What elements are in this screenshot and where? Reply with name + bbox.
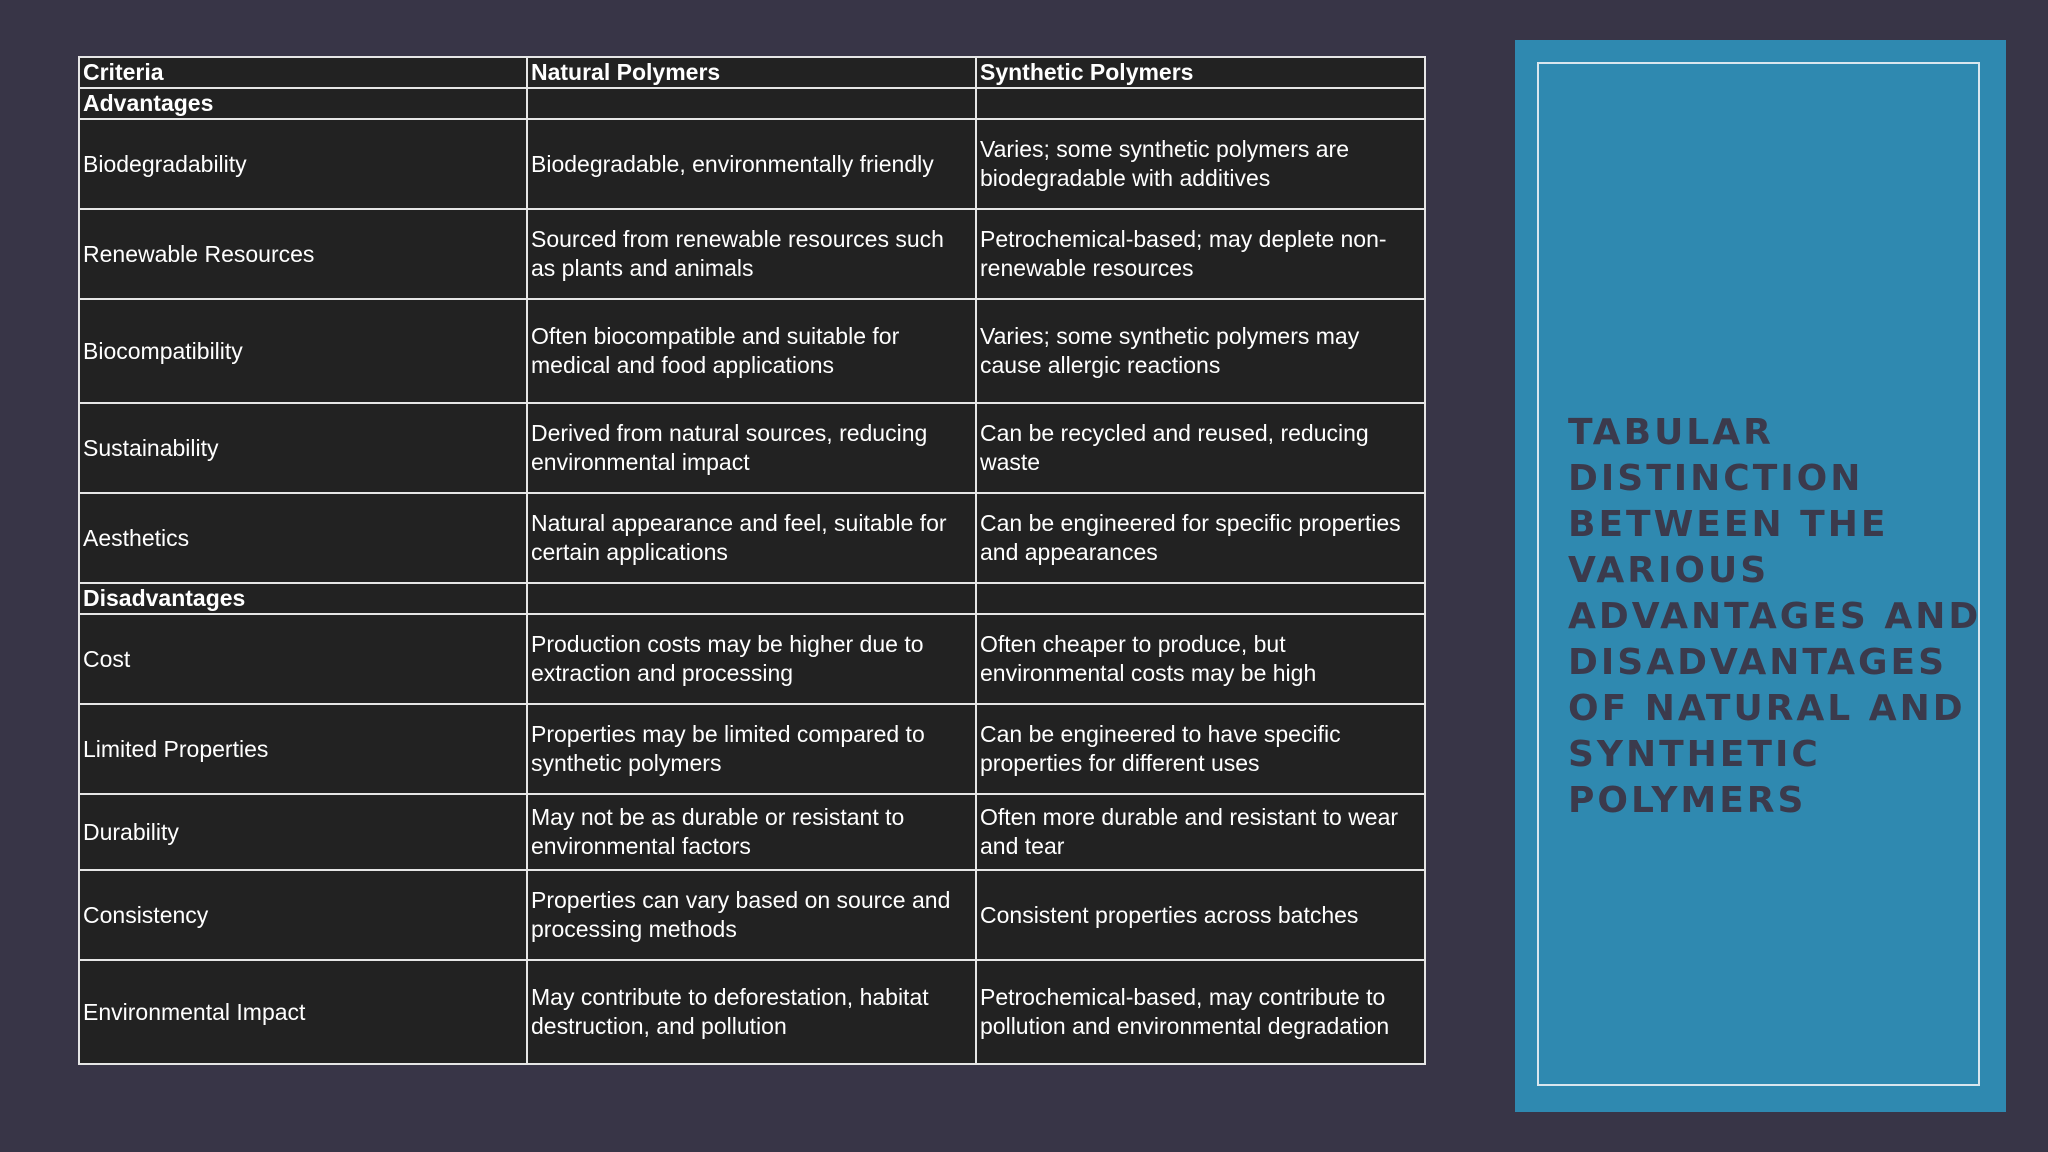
table-header-row (79, 57, 1425, 88)
criteria-cell: Biodegradability (79, 119, 527, 209)
table-row (79, 493, 1425, 583)
table-row (79, 119, 1425, 209)
title-panel (1515, 40, 2006, 1112)
criteria-cell: Aesthetics (79, 493, 527, 583)
criteria-cell: Cost (79, 614, 527, 704)
empty-cell (976, 88, 1425, 119)
criteria-cell: Biocompatibility (79, 299, 527, 403)
natural-cell: Natural appearance and feel, suitable for certain applications (527, 493, 976, 583)
synthetic-cell: Petrochemical-based; may deplete non-renewable resources (976, 209, 1425, 299)
natural-cell: Properties may be limited compared to synthetic polymers (527, 704, 976, 794)
synthetic-cell: Can be recycled and reused, reducing waste (976, 403, 1425, 493)
criteria-cell: Sustainability (79, 403, 527, 493)
section-row-advantages (79, 88, 1425, 119)
header-natural-polymers: Natural Polymers (527, 57, 976, 88)
natural-cell: May not be as durable or resistant to environmental factors (527, 794, 976, 870)
natural-cell: May contribute to deforestation, habitat destruction, and pollution (527, 960, 976, 1064)
natural-cell: Production costs may be higher due to extraction and processing (527, 614, 976, 704)
synthetic-cell: Varies; some synthetic polymers are biodegradable with additives (976, 119, 1425, 209)
section-label-disadvantages: Disadvantages (79, 583, 527, 614)
synthetic-cell: Petrochemical-based, may contribute to pollution and environmental degradation (976, 960, 1425, 1064)
natural-cell: Often biocompatible and suitable for medical and food applications (527, 299, 976, 403)
synthetic-cell: Can be engineered to have specific properties for different uses (976, 704, 1425, 794)
table-row (79, 960, 1425, 1064)
criteria-cell: Durability (79, 794, 527, 870)
natural-cell: Properties can vary based on source and processing methods (527, 870, 976, 960)
synthetic-cell: Often more durable and resistant to wear and tear (976, 794, 1425, 870)
synthetic-cell: Often cheaper to produce, but environmental costs may be high (976, 614, 1425, 704)
header-synthetic-polymers: Synthetic Polymers (976, 57, 1425, 88)
criteria-cell: Environmental Impact (79, 960, 527, 1064)
natural-cell: Derived from natural sources, reducing environmental impact (527, 403, 976, 493)
table-row (79, 614, 1425, 704)
table-row (79, 403, 1425, 493)
synthetic-cell: Varies; some synthetic polymers may cause allergic reactions (976, 299, 1425, 403)
synthetic-cell: Consistent properties across batches (976, 870, 1425, 960)
table-row (79, 870, 1425, 960)
empty-cell (527, 88, 976, 119)
empty-cell (527, 583, 976, 614)
table-row (79, 299, 1425, 403)
table-row (79, 704, 1425, 794)
criteria-cell: Renewable Resources (79, 209, 527, 299)
criteria-cell: Limited Properties (79, 704, 527, 794)
section-label-advantages: Advantages (79, 88, 527, 119)
natural-cell: Sourced from renewable resources such as plants and animals (527, 209, 976, 299)
table-row (79, 209, 1425, 299)
empty-cell (976, 583, 1425, 614)
comparison-table (78, 56, 1426, 1065)
criteria-cell: Consistency (79, 870, 527, 960)
table-row (79, 794, 1425, 870)
slide-title: TABULAR DISTINCTION BETWEEN THE VARIOUS ADVANTAGES AND DISADVANTAGES OF NATURAL AND SYNTHETIC POLYMERS (1568, 412, 1982, 821)
natural-cell: Biodegradable, environmentally friendly (527, 119, 976, 209)
synthetic-cell: Can be engineered for specific properties and appearances (976, 493, 1425, 583)
header-criteria: Criteria (79, 57, 527, 88)
section-row-disadvantages (79, 583, 1425, 614)
